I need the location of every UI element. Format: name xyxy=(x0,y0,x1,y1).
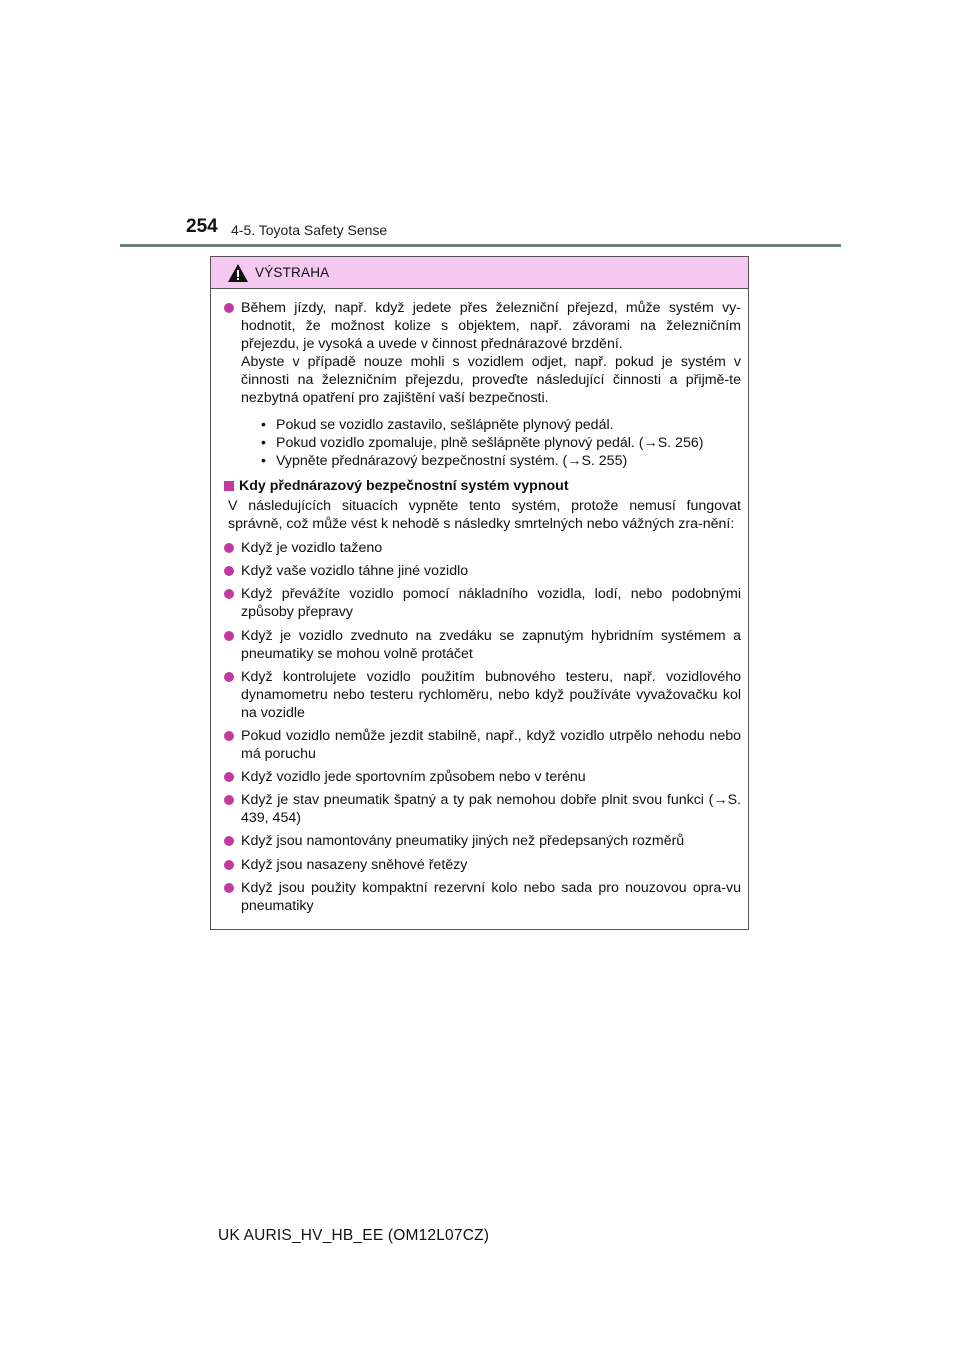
intro-line: Během jízdy, např. když jedete přes železniční přejezd, může systém vy-hodnotit, že možnost kolize s objektem, např. závorami na železničním přejezdu, je vysoká a uvede v činnost přednárazové brzdění. xyxy=(241,300,741,353)
list-item-text: Když jsou namontovány pneumatiky jiných než předepsaných rozměrů xyxy=(241,833,685,850)
sub-item-text: Pokud vozidlo zpomaluje, plně sešlápněte plynový pedál. (→S. 256) xyxy=(276,434,704,451)
warning-header xyxy=(211,257,748,289)
list-item xyxy=(224,562,741,580)
sub-item: • Pokud se vozidlo zastavilo, sešlápněte plynový pedál. xyxy=(261,416,614,433)
sub-item: • Pokud vozidlo zpomaluje, plně sešlápněte plynový pedál. (→S. 256) xyxy=(261,434,704,451)
bullet-dot-icon xyxy=(224,303,234,313)
list-item-text: Když jsou nasazeny sněhové řetězy xyxy=(241,856,468,873)
bullet-dot-icon xyxy=(224,566,234,576)
list-item-text: Pokud vozidlo nemůže jezdit stabilně, např., když vozidlo utrpělo nehodu nebo má poruchu xyxy=(241,727,741,763)
list-item-text: Když převážíte vozidlo pomocí nákladního vozidla, lodí, nebo podobnými způsoby přepravy xyxy=(241,586,741,621)
list-item xyxy=(224,539,741,557)
bullet-dot-icon xyxy=(224,795,234,805)
list-item-text: Když jsou použity kompaktní rezervní kolo nebo sada pro nouzovou opra-vu pneumatiky xyxy=(241,879,741,914)
list-item xyxy=(224,832,741,850)
list-item xyxy=(224,627,741,663)
list-item-text: Když je stav pneumatik špatný a ty pak nemohou dobře plnit svou funkci (→S. 439, 454) xyxy=(241,792,741,827)
bullet-dot-icon xyxy=(224,860,234,870)
warning-body xyxy=(211,289,748,915)
section-heading-text: Kdy přednárazový bezpečnostní systém vypnout xyxy=(239,477,569,494)
list-item-text: Když kontrolujete vozidlo použitím bubnového testeru, např. vozidlového dynamometru nebo testeru rychloměru, nebo když používáte vyvažovačku kol na vozidle xyxy=(241,668,741,721)
bullet-dot-icon xyxy=(224,543,234,553)
bullet-dot-icon xyxy=(224,589,234,599)
square-bullet-icon xyxy=(224,481,234,491)
intro-paragraph: V následujících situacích vypněte tento systém, protože nemusí fungovat správně, což může vést k nehodě s následky smrtelných nebo vážných zra-nění: xyxy=(228,497,741,533)
list-item xyxy=(224,585,741,621)
section-heading xyxy=(224,477,741,495)
list-item-text: Když vozidlo jede sportovním způsobem nebo v terénu xyxy=(241,769,586,786)
intro-line: Abyste v případě nouze mohli s vozidlem odjet, např. pokud je systém v činnosti na železničním přejezdu, proveďte následující činnosti a přijmě-te nezbytná opatření pro zajištění vaší bezpečnosti. xyxy=(241,354,741,407)
warning-triangle-icon xyxy=(227,263,249,283)
bullet-dot-icon xyxy=(224,672,234,682)
bullet-dot-icon xyxy=(224,883,234,893)
sub-item-text: Vypněte přednárazový bezpečnostní systém. (→S. 255) xyxy=(276,452,628,469)
bullet-dot-icon xyxy=(224,631,234,641)
intro-item xyxy=(224,299,741,472)
list-item-text: Když je vozidlo taženo xyxy=(241,540,383,557)
sub-item: • Vypněte přednárazový bezpečnostní systém. (→S. 255) xyxy=(261,452,628,469)
bullet-dot-icon xyxy=(224,772,234,782)
list-item xyxy=(224,668,741,722)
bullet-dot-icon xyxy=(224,836,234,846)
list-item xyxy=(224,727,741,763)
warning-title: VÝSTRAHA xyxy=(255,265,330,280)
list-item xyxy=(224,768,741,786)
list-item xyxy=(224,791,741,827)
header-divider xyxy=(120,244,841,247)
list-item-text: Když vaše vozidlo táhne jiné vozidlo xyxy=(241,563,469,580)
page-number: 254 xyxy=(186,216,218,237)
warning-box xyxy=(210,256,749,930)
sub-list xyxy=(258,416,741,470)
list-item xyxy=(224,879,741,915)
list-item-text: Když je vozidlo zvednuto na zvedáku se zapnutým hybridním systémem a pneumatiky se mohou volně protáčet xyxy=(241,627,741,662)
document-code: UK AURIS_HV_HB_EE (OM12L07CZ) xyxy=(218,1227,490,1244)
list-item xyxy=(224,856,741,874)
bullet-dot-icon xyxy=(224,731,234,741)
section-title: 4-5. Toyota Safety Sense xyxy=(231,222,388,238)
sub-item-text: Pokud se vozidlo zastavilo, sešlápněte plynový pedál. xyxy=(276,416,614,433)
